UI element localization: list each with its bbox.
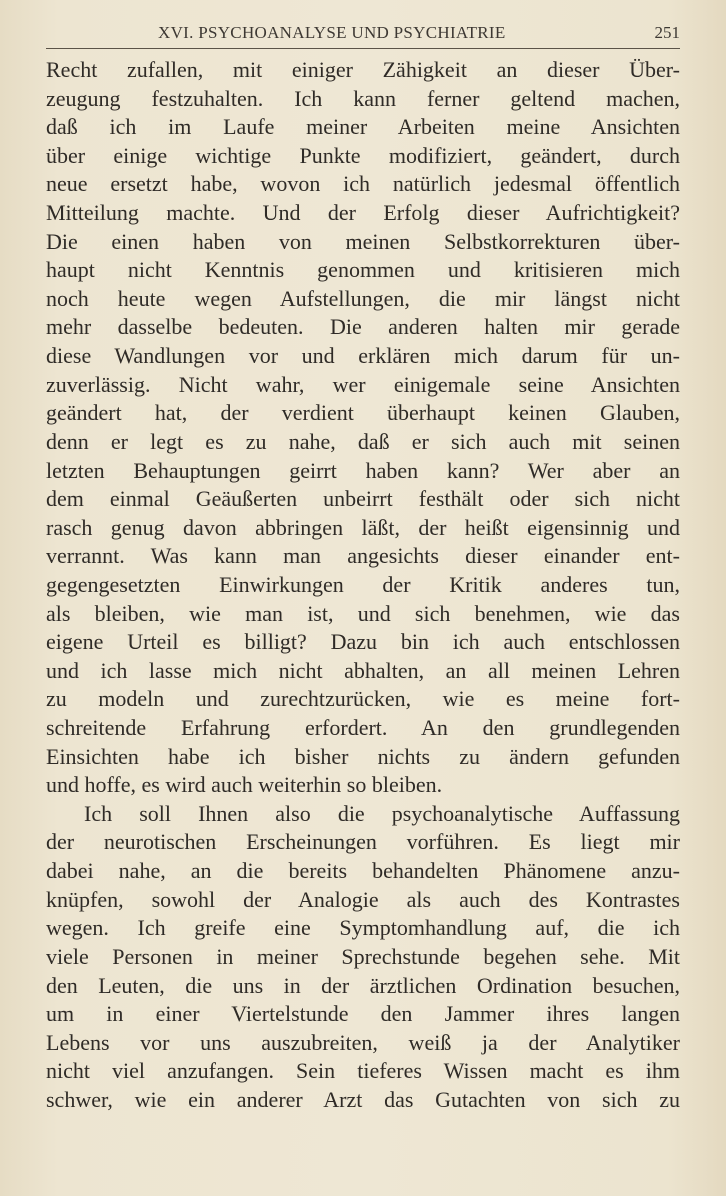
text-line: Mitteilung machte. Und der Erfolg dieser Aufrichtigkeit? (46, 200, 680, 226)
text-line: haupt nicht Kenntnis genommen und kritisieren mich (46, 257, 680, 283)
text-line: über einige wichtige Punkte modifiziert, geändert, durch (46, 142, 680, 168)
text-line: Recht zufallen, mit einiger Zähigkeit an dieser Über- (46, 57, 680, 82)
text-line: Lebens vor uns auszubreiten, weiß ja der Analytiker (46, 1029, 680, 1055)
text-line: gegengesetzten Einwirkungen der Kritik anderes tun, (46, 571, 680, 597)
text-line: und hoffe, es wird auch weiterhin so bleiben. (46, 772, 443, 798)
text-line: eigene Urteil es billigt? Dazu bin ich auch entschlossen (46, 629, 680, 655)
text-line: dem einmal Geäußerten unbeirrt festhält oder sich nicht (46, 486, 680, 512)
text-line: verrannt. Was kann man angesichts dieser einander ent- (46, 543, 680, 569)
text-line: schwer, wie ein anderer Arzt das Gutachten von sich zu (46, 1086, 680, 1112)
running-title: XVI. PSYCHOANALYSE UND PSYCHIATRIE (158, 23, 506, 42)
text-line: um in einer Viertelstunde den Jammer ihres langen (46, 1001, 680, 1027)
text-line: wegen. Ich greife eine Symptomhandlung auf, die ich (46, 915, 680, 941)
text-line: daß ich im Laufe meiner Arbeiten meine Ansichten (46, 114, 680, 140)
text-line: knüpfen, sowohl der Analogie als auch des Kontrastes (46, 886, 680, 912)
text-line: Einsichten habe ich bisher nichts zu ändern gefunden (46, 743, 680, 769)
text-line: Ich soll Ihnen also die psychoanalytische Auffassung (84, 800, 680, 826)
text-line: als bleiben, wie man ist, und sich benehmen, wie das (46, 600, 680, 626)
text-line: nicht viel anzufangen. Sein tieferes Wissen macht es ihm (46, 1058, 680, 1084)
text-line: diese Wandlungen vor und erklären mich darum für un- (46, 343, 680, 369)
text-line: zeugung festzuhalten. Ich kann ferner geltend machen, (46, 85, 680, 111)
text-line: und ich lasse mich nicht abhalten, an all meinen Lehren (46, 657, 680, 683)
text-line: mehr dasselbe bedeuten. Die anderen halten mir gerade (46, 314, 680, 340)
text-line: noch heute wegen Aufstellungen, die mir längst nicht (46, 285, 680, 311)
page-number: 251 (654, 23, 680, 42)
text-line: rasch genug davon abbringen läßt, der heißt eigensinnig und (46, 514, 680, 540)
text-line: Die einen haben von meinen Selbstkorrekturen über- (46, 228, 680, 254)
text-line: zu modeln und zurechtzurücken, wie es meine fort- (46, 686, 680, 712)
text-line: den Leuten, die uns in der ärztlichen Ordination besuchen, (46, 972, 680, 998)
body-text (46, 56, 680, 1115)
text-line: der neurotischen Erscheinungen vorführen. Es liegt mir (46, 829, 680, 855)
text-line: dabei nahe, an die bereits behandelten Phänomene anzu- (46, 858, 680, 884)
text-line: zuverlässig. Nicht wahr, wer einigemale seine Ansichten (46, 371, 680, 397)
text-line: geändert hat, der verdient überhaupt keinen Glauben, (46, 400, 680, 426)
text-line: viele Personen in meiner Sprechstunde begehen sehe. Mit (46, 943, 680, 969)
text-line: neue ersetzt habe, wovon ich natürlich jedesmal öffentlich (46, 171, 680, 197)
text-line: denn er legt es zu nahe, daß er sich auch mit seinen (46, 428, 680, 454)
text-line: letzten Behauptungen geirrt haben kann? Wer aber an (46, 457, 680, 483)
running-header (46, 20, 680, 49)
text-line: schreitende Erfahrung erfordert. An den grundlegenden (46, 715, 680, 741)
